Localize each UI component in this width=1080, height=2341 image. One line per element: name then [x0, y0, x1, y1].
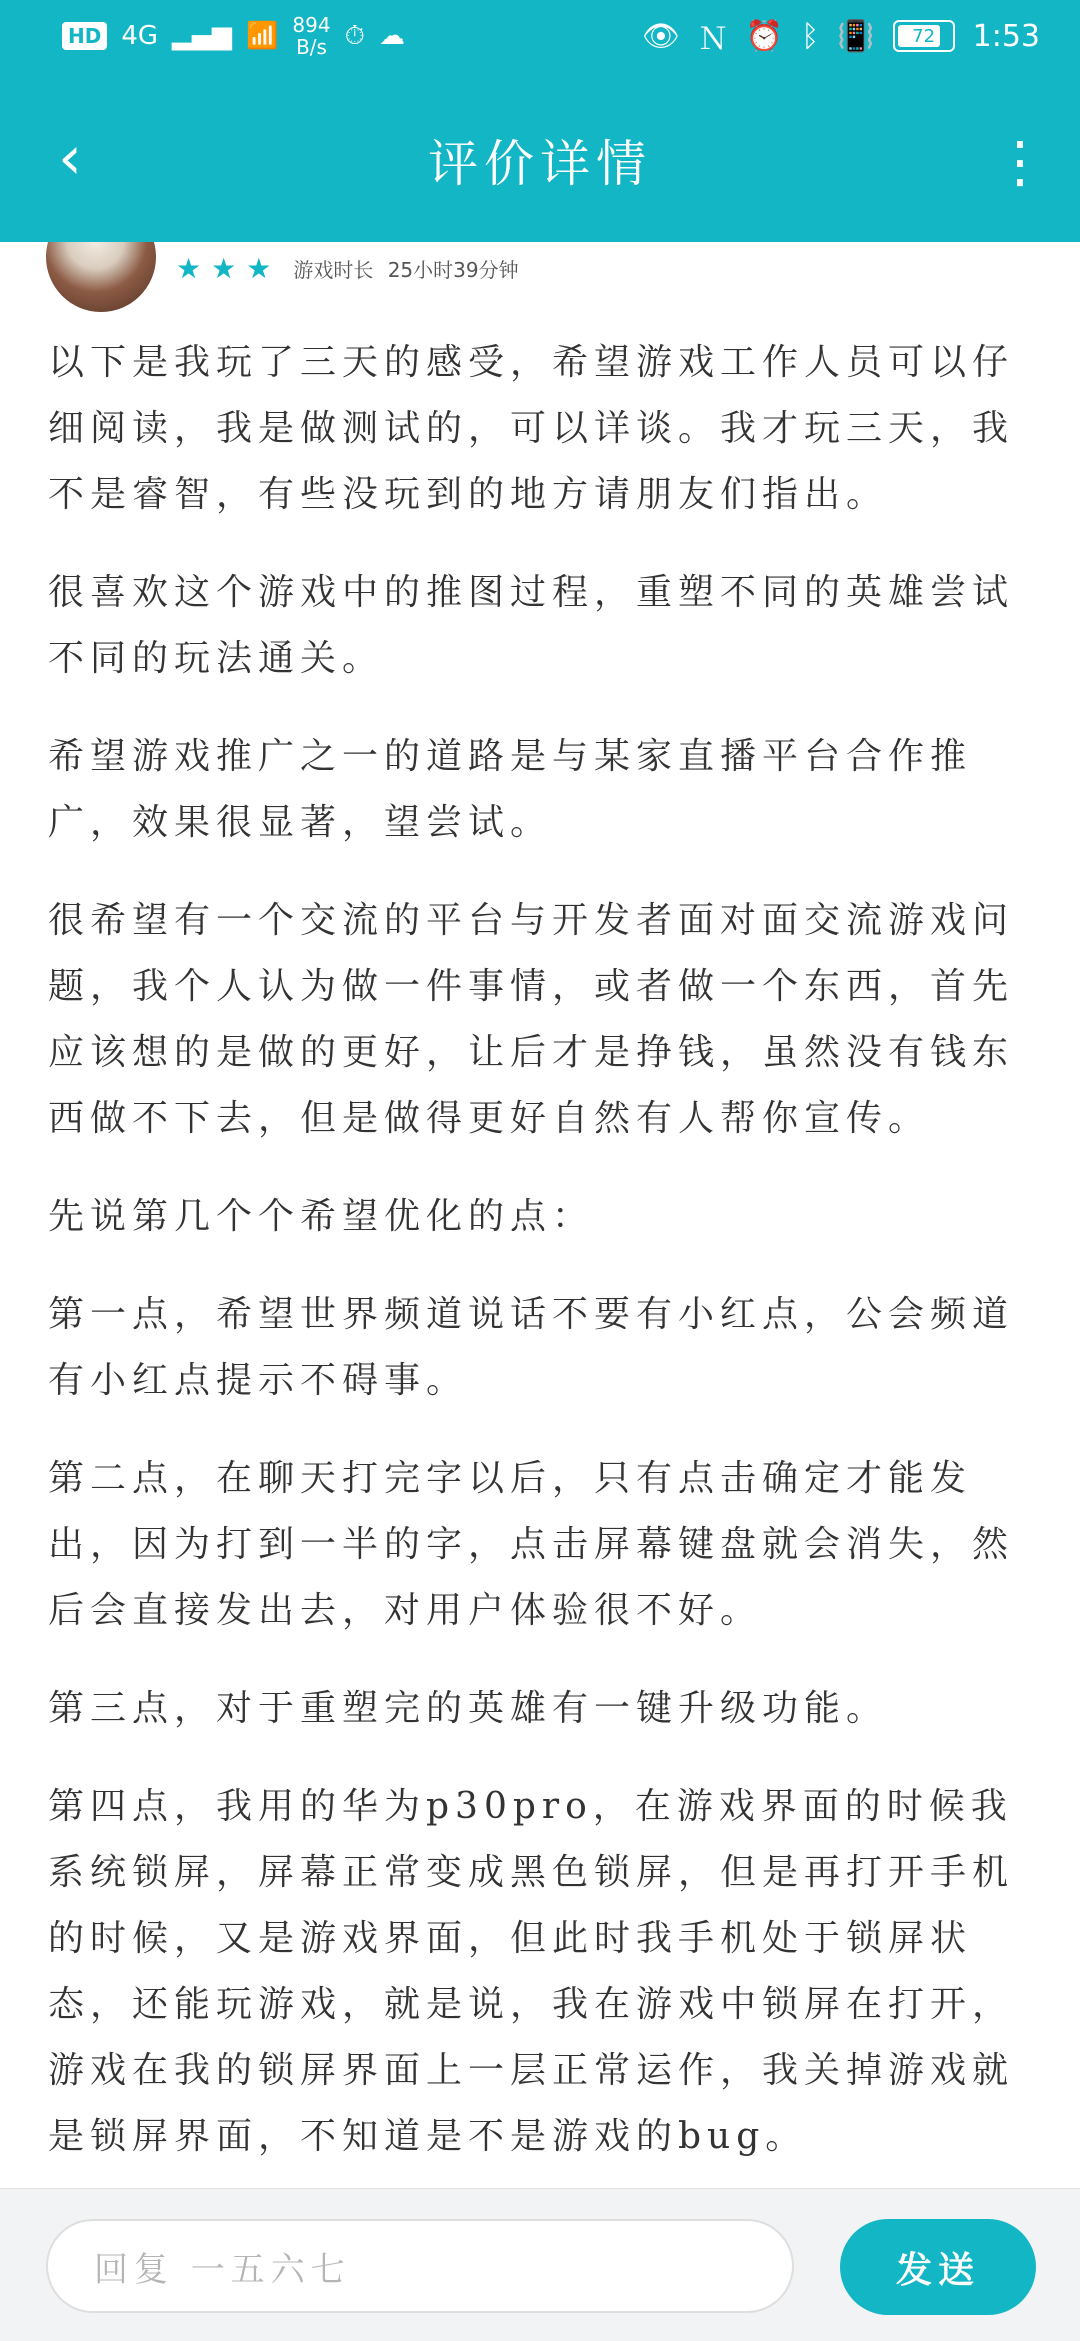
timer-icon: ⏱	[344, 20, 365, 51]
review-paragraph: 第四点，我用的华为p30pro，在游戏界面的时候我系统锁屏，屏幕正常变成黑色锁屏，但是再打开手机的时候，又是游戏界面，但此时我手机处于锁屏状态，还能玩游戏，就是说，我在游戏中锁屏在打开，游戏在我的锁屏界面上一层正常运作，我关掉游戏就是锁屏界面，不知道是不是游戏的bug。	[48, 1786, 1015, 2157]
star-icon: ★	[176, 252, 202, 285]
battery-level: 72	[912, 25, 936, 47]
header-area	[0, 0, 1080, 242]
signal-icon: ▂▄▆	[172, 21, 233, 51]
status-bar	[0, 0, 1080, 78]
review-paragraph: 以下是我玩了三天的感受，希望游戏工作人员可以仔细阅读，我是做测试的，可以详谈。我才玩三天，我不是睿智，有些没玩到的地方请朋友们指出。	[48, 342, 1015, 515]
wifi-icon: 📶	[246, 21, 279, 51]
avatar[interactable]	[46, 242, 156, 312]
more-vertical-icon: ⋮	[992, 129, 1048, 195]
app-bar	[0, 78, 1080, 242]
play-time-label: 游戏时长	[293, 258, 374, 282]
reply-bar	[0, 2188, 1080, 2341]
clock: 1:53	[972, 18, 1040, 54]
star-icon: ★	[246, 252, 272, 285]
review-paragraph: 第三点，对于重塑完的英雄有一键升级功能。	[48, 1688, 889, 1729]
review-paragraph: 很喜欢这个游戏中的推图过程，重塑不同的英雄尝试不同的玩法通关。	[48, 572, 1015, 679]
review-content[interactable]	[0, 242, 1080, 2188]
page-title: 评价详情	[428, 135, 652, 193]
review-paragraph: 第二点，在聊天打完字以后，只有点击确定才能发出，因为打到一半的字，点击屏幕键盘就会消失，然后会直接发出去，对用户体验很不好。	[48, 1458, 1015, 1631]
hd-indicator: HD	[62, 22, 107, 50]
bluetooth-icon: ᛒ	[801, 18, 820, 54]
chevron-left-icon: ‹	[58, 123, 82, 193]
review-paragraph: 先说第几个个希望优化的点：	[48, 1196, 595, 1237]
eye-icon: 👁	[641, 18, 680, 54]
network-speed-unit: B/s	[296, 35, 327, 59]
play-time-value: 25小时39分钟	[387, 258, 519, 282]
star-icon: ★	[211, 252, 237, 285]
network-speed-value: 894	[292, 13, 331, 37]
review-body	[48, 330, 1038, 2188]
reply-input[interactable]: 回复 一五六七	[46, 2219, 794, 2313]
vibrate-icon: 📳	[837, 18, 875, 54]
more-options-button[interactable]	[992, 122, 1048, 202]
review-paragraph: 很希望有一个交流的平台与开发者面对面交流游戏问题，我个人认为做一件事情，或者做一个东西，首先应该想的是做的更好，让后才是挣钱，虽然没有钱东西做不下去，但是做得更好自然有人帮你宣传。	[48, 900, 1015, 1139]
review-paragraph: 希望游戏推广之一的道路是与某家直播平台合作推广，效果很显著，望尝试。	[48, 736, 973, 843]
send-button[interactable]: 发送	[840, 2219, 1036, 2315]
cloud-icon: ☁	[378, 21, 405, 51]
battery-icon	[893, 20, 955, 52]
network-type: 4G	[121, 21, 159, 51]
review-paragraph: 第一点，希望世界频道说话不要有小红点，公会频道有小红点提示不碍事。	[48, 1294, 1015, 1401]
play-time	[293, 254, 518, 283]
nfc-icon: Ｎ	[697, 22, 728, 57]
network-speed	[292, 14, 330, 58]
review-meta	[176, 252, 519, 285]
alarm-icon: ⏰	[745, 18, 784, 54]
